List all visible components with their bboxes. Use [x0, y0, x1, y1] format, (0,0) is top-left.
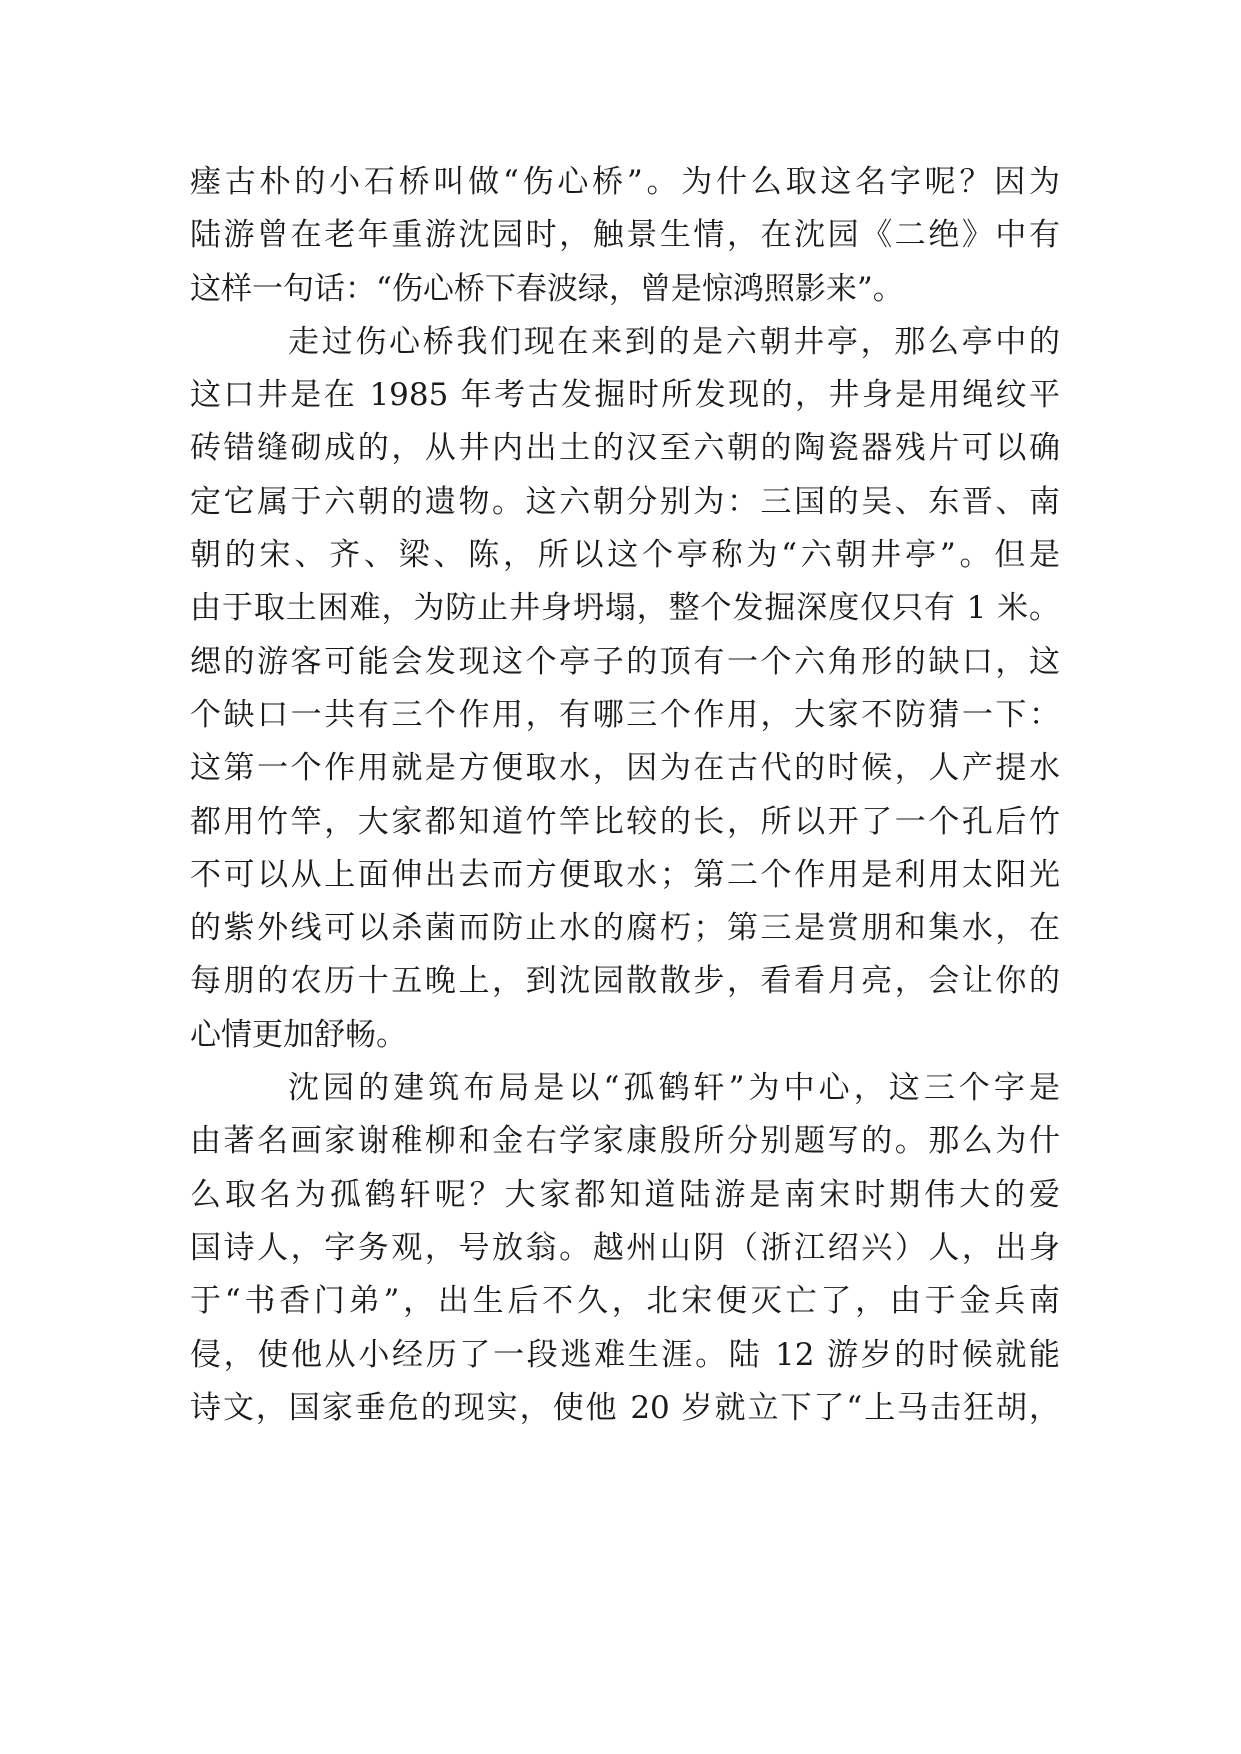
body-text — [190, 156, 1060, 1435]
text-line: 这第一个作用就是方便取水，因为在古代的时候，人产提水 — [190, 750, 1060, 787]
text-line: 砖错缝砌成的，从井内出土的汉至六朝的陶瓷器残片可以确 — [190, 430, 1060, 467]
text-line: 瘗古朴的小石桥叫做“伤心桥”。为什么取这名字呢？因为 — [190, 164, 1060, 200]
text-line: 由于取土困难，为防止井身坍塌，整个发掘深度仅只有 1 米。 — [190, 590, 1060, 627]
text-line: 个缺口一共有三个作用，有哪三个作用，大家不防猜一下： — [190, 696, 1060, 733]
text-line: 心情更加舒畅。 — [190, 1016, 407, 1053]
text-line: 沈园的建筑布局是以“孤鹤轩”为中心，这三个字是 — [288, 1070, 1060, 1107]
text-line: 侵，使他从小经历了一段逃难生涯。陆 12 游岁的时候就能 — [190, 1336, 1060, 1373]
text-line: 都用竹竿，大家都知道竹竿比较的长，所以开了一个孔后竹 — [190, 803, 1060, 840]
text-line: 这口井是在 1985 年考古发掘时所发现的，井身是用绳纹平 — [190, 377, 1060, 414]
text-line: 陆游曾在老年重游沈园时，触景生情，在沈园《二绝》中有 — [190, 217, 1060, 254]
text-line: 不可以从上面伸出去而方便取水；第二个作用是利用太阳光 — [190, 856, 1060, 893]
text-line: 的紫外线可以杀菌而防止水的腐朽；第三是赏朋和集水，在 — [190, 910, 1060, 947]
text-line: 由著名画家谢稚柳和金右学家康殷所分别题写的。那么为什 — [190, 1123, 1060, 1160]
text-line: 这样一句话：“伤心桥下春波绿，曾是惊鸿照影来”。 — [190, 270, 904, 307]
text-line: 诗文，国家垂危的现实，使他 20 岁就立下了“上马击狂胡， — [190, 1389, 1060, 1426]
text-line: 朝的宋、齐、梁、陈，所以这个亭称为“六朝井亭”。但是 — [190, 537, 1060, 574]
text-line: 国诗人，字务观，号放翁。越州山阴（浙江绍兴）人，出身 — [190, 1229, 1060, 1266]
text-line: 么取名为孤鹤轩呢？大家都知道陆游是南宋时期伟大的爱 — [190, 1176, 1060, 1213]
text-line: 定它属于六朝的遗物。这六朝分别为：三国的吴、东晋、南 — [190, 483, 1060, 520]
text-line: 于“书香门弟”，出生后不久，北宋便灭亡了，由于金兵南 — [190, 1283, 1060, 1320]
text-line: 走过伤心桥我们现在来到的是六朝井亭，那么亭中的 — [288, 323, 1060, 360]
text-line: 缌的游客可能会发现这个亭子的顶有一个六角形的缺口，这 — [190, 643, 1060, 680]
text-line: 每朋的农历十五晚上，到沈园散散步，看看月亮，会让你的 — [190, 963, 1060, 1000]
